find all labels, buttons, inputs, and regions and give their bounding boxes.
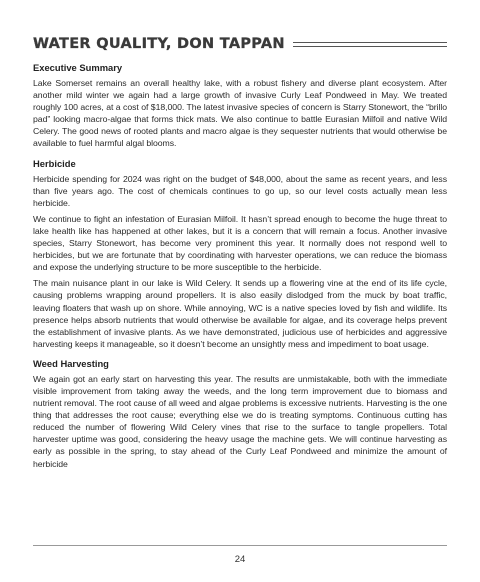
paragraph: Lake Somerset remains an overall healthy lake, with a robust fishery and diverse plant ecosystem. After another mild winter we again had a large growth of invasive Curly Leaf Pondweed in May. We treated roughly 100 acres, at a cost of $18,000. The latest invasive species of concern is Starry Stonewort, the “brillo pad” looking macro-algae that forms thick mats. We also continue to battle Eurasian Milfoil and native Wild Celery. The good news of rooted plants and macro algae is they sequester nutrients that would otherwise be available to fuel harmful algal blooms.	[33, 78, 447, 149]
paragraph: Herbicide spending for 2024 was right on the budget of $48,000, about the same as recent years, and less than five years ago. The cost of chemicals continues to go up, so our level costs actually mean less herbicide.	[33, 173, 447, 208]
section-executive-summary	[33, 61, 447, 150]
page-number: 24	[234, 554, 246, 565]
section-weed-harvesting	[33, 357, 447, 470]
section-heading: Executive Summary	[33, 62, 123, 73]
paragraph: We again got an early start on harvesting this year. The results are unmistakable, both with the immediate visible improvement from taking away the weeds, and the long term improvement due to biomass and nutrient removal. The root cause of all weed and algae problems is excessive nutrients. Harvesting is the one thing that addresses the root cause; everything else we do is treating symptoms. Continuous cutting has reduced the number of flowering Wild Celery vines that rise to the surface to tangle propellers. Total harvester uptime was good, considering the heavy usage the machine gets. We will continue harvesting as early as possible in the spring, to stay ahead of the Curly Leaf Pondweed and minimize the amount of herbicide	[33, 373, 447, 469]
footer-rule	[33, 545, 447, 546]
title-rule	[293, 42, 447, 47]
page-content	[33, 34, 447, 474]
paragraph: The main nuisance plant in our lake is Wild Celery. It sends up a flowering vine at the end of its life cycle, causing problems wrapping around propellers. It is also easily dislodged from the muck by boat traffic, leaving floaters that wash up on shore. While annoying, WC is a native species loved by fish and wildlife. Its presence helps absorb nutrients that would otherwise be available for algae, and its coverage helps prevent the establishment of invasive plants. As we have demonstrated, judicious use of herbicides and aggressive harvesting keeps it manageable, so it doesn’t become an unsightly mess and impediment to boat usage.	[33, 278, 447, 349]
page-title: WATER QUALITY, DON TAPPAN	[33, 36, 285, 52]
section-herbicide	[33, 157, 447, 350]
section-heading: Weed Harvesting	[33, 357, 109, 369]
title-row	[33, 34, 447, 54]
paragraph: We continue to fight an infestation of Eurasian Milfoil. It hasn’t spread enough to become the huge threat to lake health like has happened at other lakes, but it is a concern that will remain a focus. Another invasive species, Starry Stonewort, has become very prominent this year. It normally does not respond well to herbicides, but we are fortunate that by coordinating with harvester operations, we can reduce the biomass and expose the underlying structure to be more susceptible to the herbicide.	[33, 213, 447, 273]
section-heading: Herbicide	[33, 157, 76, 169]
